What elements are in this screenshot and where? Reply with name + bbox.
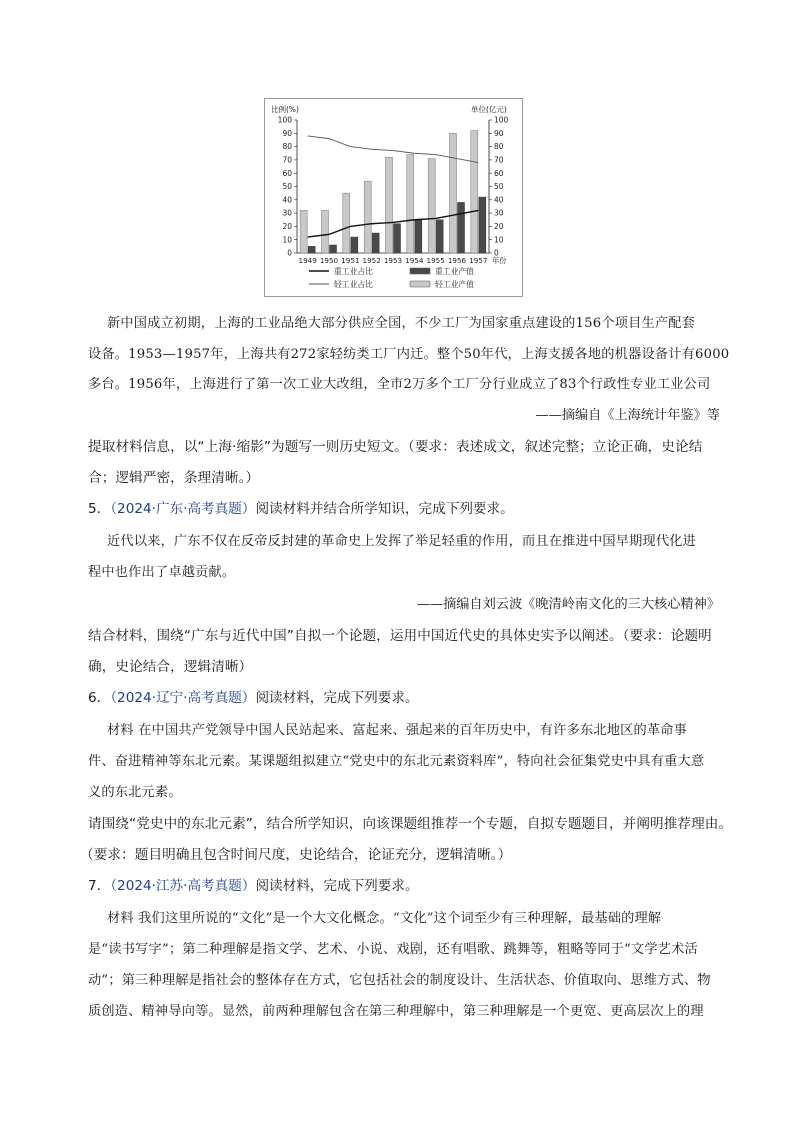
right-tick-label: 50 — [494, 182, 504, 192]
left-tick-label: 100 — [277, 115, 292, 125]
material1-line-2: 设备。1953—1957年，上海共有272家轻纺类工厂内迁。整个50年代，上海支援各地的机器设备计有6000 — [88, 347, 730, 362]
task1-line-1: 提取材料信息，以“上海·缩影”为题写一则历史短文。（要求：表述成文，叙述完整；立论正确，史论结 — [88, 439, 703, 455]
q7-material-line-4: 质创造、精神导向等。显然，前两种理解包含在第三种理解中，第三种理解是一个更宽、更高层次上的理 — [88, 1004, 704, 1019]
left-tick-label: 40 — [282, 195, 292, 205]
bar-light-industry-output — [300, 210, 307, 253]
right-tick-label: 70 — [494, 155, 504, 165]
q6-task-line-1: 请围绕“党史中的东北元素”，结合所学知识，向该课题组推荐一个专题，自拟专题题目，并阐明推荐理由。 — [88, 816, 733, 832]
q5-tag: （2024·广东·高考真题） — [110, 501, 256, 517]
right-tick-label: 10 — [494, 235, 504, 245]
legend-bar-swatch — [410, 281, 430, 287]
q6-header — [88, 686, 419, 706]
bar-heavy-industry-output — [372, 233, 379, 253]
bar-light-industry-output — [386, 157, 393, 253]
bar-light-industry-output — [450, 133, 457, 253]
q7-header — [88, 874, 419, 894]
x-tick-label: 1952 — [362, 256, 381, 265]
right-tick-label: 100 — [494, 115, 509, 125]
q5-number: 5． — [88, 501, 111, 517]
bar-light-industry-output — [343, 193, 350, 253]
right-tick-label: 60 — [494, 168, 504, 178]
right-tick-label: 0 — [494, 248, 499, 258]
bar-heavy-industry-output — [330, 245, 337, 253]
x-tick-label: 1957 — [469, 256, 488, 265]
right-tick-label: 90 — [494, 128, 504, 138]
bar-heavy-industry-output — [458, 202, 465, 253]
right-tick-label: 30 — [494, 208, 504, 218]
left-tick-label: 30 — [282, 208, 292, 218]
x-tick-label: 1950 — [319, 256, 339, 265]
bar-light-industry-output — [322, 210, 329, 253]
bar-heavy-industry-output — [308, 246, 315, 253]
bar-light-industry-output — [428, 159, 435, 253]
right-tick-label: 40 — [494, 195, 504, 205]
bar-heavy-industry-output — [394, 224, 401, 253]
q7-material-line-3: 动”；第三种理解是指社会的整体存在方式，它包括社会的制度设计、生活状态、价值取向、思维方式、物 — [88, 973, 711, 988]
q5-task-line-2: 确，史论结合，逻辑清晰） — [88, 659, 253, 675]
x-tick-label: 1955 — [426, 256, 445, 265]
q6-material-line-1: 材料 在中国共产党领导中国人民站起来、富起来、强起来的百年历史中，有许多东北地区的革命事 — [107, 723, 688, 738]
q6-intro: 阅读材料，完成下列要求。 — [255, 690, 419, 706]
bar-heavy-industry-output — [351, 237, 358, 253]
q5-material-line-2: 程中也作出了卓越贡献。 — [88, 565, 236, 580]
material1-source: ——摘编自《上海统计年鉴》等 — [535, 408, 720, 423]
material1-line-1: 新中国成立初期，上海的工业品绝大部分供应全国，不少工厂为国家重点建设的156个项目生产配套 — [107, 316, 696, 331]
left-axis-title: 比例(%) — [271, 105, 299, 114]
left-tick-label: 10 — [282, 235, 292, 245]
x-tick-label: 1953 — [383, 256, 403, 265]
bar-light-industry-output — [407, 155, 414, 253]
material1-line-3: 多台。1956年，上海进行了第一次工业大改组，全市2万多个工厂分行业成立了83个行政性专业工业公司 — [88, 377, 711, 392]
legend-bar-swatch — [410, 268, 430, 274]
chart-svg — [265, 99, 524, 298]
left-tick-label: 0 — [287, 248, 292, 258]
bar-heavy-industry-output — [436, 220, 443, 253]
bar-heavy-industry-output — [479, 197, 486, 253]
x-tick-label: 1956 — [447, 256, 467, 265]
q6-tag: （2024·辽宁·高考真题） — [110, 690, 256, 706]
industry-chart — [264, 98, 523, 297]
legend-label: 重工业产值 — [435, 267, 474, 276]
q7-intro: 阅读材料，完成下列要求。 — [255, 878, 419, 894]
q6-number: 6． — [88, 690, 111, 706]
q7-material-line-2: 是“读书写字”；第二种理解是指文学、艺术、小说、戏剧，还有唱歌、跳舞等，粗略等同于“文学艺术活 — [88, 942, 698, 957]
legend-label: 重工业占比 — [334, 267, 373, 276]
bar-heavy-industry-output — [415, 220, 422, 253]
right-axis-title: 单位(亿元) — [471, 105, 507, 114]
q5-header — [88, 497, 514, 517]
legend-label: 轻工业占比 — [334, 280, 373, 289]
task1-line-2: 合；逻辑严密，条理清晰。） — [88, 470, 260, 486]
left-tick-label: 50 — [282, 182, 292, 192]
q5-material-line-1: 近代以来，广东不仅在反帝反封建的革命史上发挥了举足轻重的作用，而且在推进中国早期现代化进 — [107, 534, 697, 549]
q6-material-line-2: 件、奋进精神等东北元素。某课题组拟建立“党史中的东北元素资料库”，特向社会征集党史中具有重大意 — [88, 754, 705, 769]
right-tick-label: 20 — [494, 222, 504, 231]
left-tick-label: 70 — [282, 155, 292, 165]
bar-light-industry-output — [471, 131, 478, 253]
q6-material-line-3: 义的东北元素。 — [88, 785, 182, 800]
x-tick-label: 1954 — [405, 256, 424, 265]
x-tick-label: 1951 — [341, 256, 360, 265]
right-tick-label: 80 — [494, 142, 504, 152]
q5-source: ——摘编自刘云波《晚清岭南文化的三大核心精神》 — [416, 597, 720, 612]
q5-task-line-1: 结合材料，围绕“广东与近代中国”自拟一个论题，运用中国近代史的具体史实予以阐述。（要求：论题明 — [88, 628, 712, 644]
q7-material-line-1: 材料 我们这里所说的“文化”是一个大文化概念。“文化”这个词至少有三种理解，最基础的理解 — [107, 911, 662, 926]
q7-tag: （2024·江苏·高考真题） — [110, 878, 256, 894]
q7-number: 7． — [88, 878, 111, 894]
bar-light-industry-output — [364, 181, 371, 253]
q6-task-line-2: （要求：题目明确且包含时间尺度，史论结合，论证充分，逻辑清晰。） — [80, 847, 512, 863]
legend-label: 轻工业产值 — [435, 280, 474, 289]
q5-intro: 阅读材料并结合所学知识，完成下列要求。 — [255, 501, 514, 517]
left-tick-label: 90 — [282, 128, 292, 138]
left-tick-label: 80 — [282, 142, 292, 152]
x-axis-unit: 年份 — [492, 256, 507, 265]
left-tick-label: 60 — [282, 168, 292, 178]
x-tick-label: 1949 — [298, 256, 317, 265]
left-tick-label: 20 — [282, 222, 292, 231]
